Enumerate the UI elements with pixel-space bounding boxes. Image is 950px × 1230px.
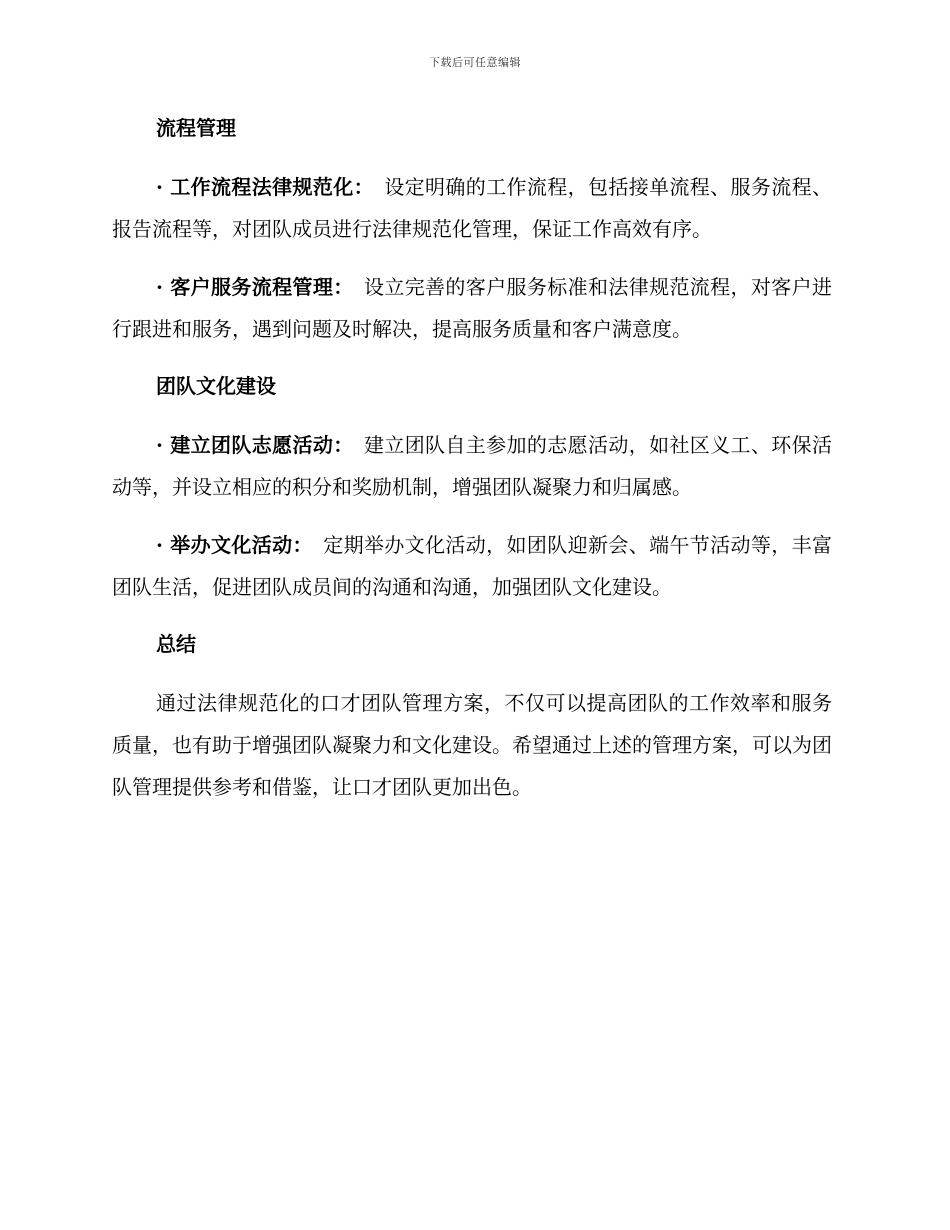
header-note: 下载后可任意编辑	[429, 56, 521, 69]
bullet-lead: · 客户服务流程管理：	[156, 275, 354, 299]
bullet-text: 设定明确的工作流程，包括接单流程、服务流程、报告流程等，对团队成员进行法律规范化管理，保证工作高效有序。	[112, 175, 832, 241]
bullet-lead: · 举办文化活动：	[156, 533, 313, 557]
section-heading-summary: 总结	[156, 632, 196, 656]
bullet-lead: · 建立团队志愿活动：	[156, 433, 354, 457]
bullet-text: 定期举办文化活动，如团队迎新会、端午节活动等，丰富团队生活，促进团队成员间的沟通和沟通，加强团队文化建设。	[112, 533, 832, 599]
summary-paragraph: 通过法律规范化的口才团队管理方案，不仅可以提高团队的工作效率和服务质量，也有助于增强团队凝聚力和文化建设。希望通过上述的管理方案，可以为团队管理提供参考和借鉴，让口才团队更加出色。	[112, 691, 832, 799]
bullet-paragraph	[112, 166, 832, 250]
bullet-paragraph	[112, 424, 832, 508]
section-heading-culture: 团队文化建设	[156, 374, 276, 398]
bullet-paragraph	[112, 266, 832, 350]
bullet-text: 建立团队自主参加的志愿活动，如社区义工、环保活动等，并设立相应的积分和奖励机制，增强团队凝聚力和归属感。	[112, 433, 833, 499]
document-body	[112, 108, 832, 824]
bullet-text: 设立完善的客户服务标准和法律规范流程，对客户进行跟进和服务，遇到问题及时解决，提高服务质量和客户满意度。	[112, 275, 833, 341]
bullet-paragraph	[112, 524, 832, 608]
section-heading-process: 流程管理	[156, 116, 236, 140]
bullet-lead: · 工作流程法律规范化：	[156, 175, 374, 199]
